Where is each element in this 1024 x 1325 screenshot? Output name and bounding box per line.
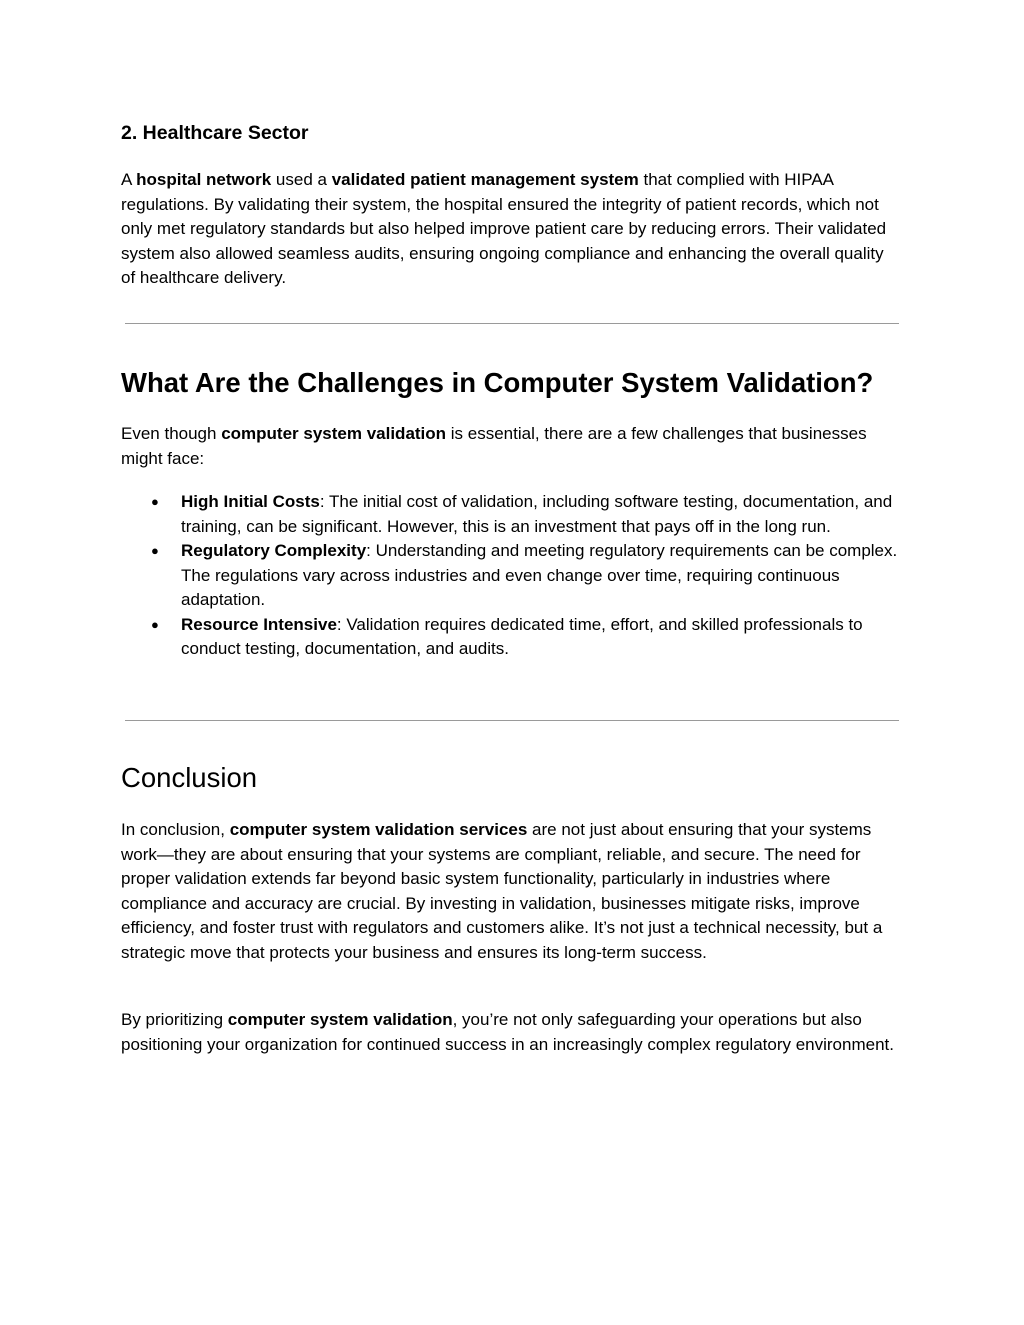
text-run: In conclusion,	[121, 820, 230, 839]
text-run: A	[121, 170, 137, 189]
conclusion-paragraph-1	[121, 818, 901, 965]
bold-text: computer system validation	[227, 1010, 453, 1029]
text-run: Even though	[121, 424, 222, 443]
healthcare-heading: 2. Healthcare Sector	[121, 122, 309, 144]
list-item	[121, 490, 901, 539]
horizontal-divider	[125, 720, 899, 721]
challenges-heading: What Are the Challenges in Computer System Validation?	[121, 367, 874, 398]
text-run: , you’re not only safeguarding your operations but also positioning your organization for continued success in an increasingly complex regulatory environment.	[121, 1010, 894, 1054]
challenges-intro	[121, 422, 901, 471]
bold-text: computer system validation services	[229, 820, 528, 839]
text-run: that complied with HIPAA regulations. By validating their system, the hospital ensured the integrity of patient records, which not only met regulatory standards but also helped improve patient care by reducing errors. Their validated system also allowed seamless audits, ensuring ongoing compliance and enhancing the overall quality of healthcare delivery.	[121, 170, 887, 287]
text-run: used a	[271, 170, 332, 189]
list-item-text: : Validation requires dedicated time, effort, and skilled professionals to conduct testing, documentation, and audits.	[181, 614, 863, 658]
bold-text: validated patient management system	[331, 170, 639, 189]
list-item	[121, 613, 901, 662]
bullet-icon: ●	[151, 616, 159, 632]
conclusion-heading: Conclusion	[121, 762, 258, 793]
horizontal-divider	[125, 323, 899, 324]
list-item-term: Resource Intensive	[181, 614, 337, 634]
bullet-icon: ●	[151, 543, 159, 558]
bold-text: hospital network	[136, 170, 272, 189]
healthcare-paragraph	[121, 168, 901, 291]
text-run: are not just about ensuring that your systems work—they are about ensuring that your systems are compliant, reliable, and secure. The need for proper validation extends far beyond basic system functionality, particularly in industries where compliance and accuracy are crucial. By investing in validation, businesses mitigate risks, improve efficiency, and foster trust with regulators and customers alike. It’s not just a technical necessity, but a strategic move that protects your business and ensures its long-term success.	[121, 820, 883, 962]
bold-text: computer system validation	[221, 424, 447, 443]
conclusion-paragraph-2	[121, 1008, 901, 1057]
challenges-list	[121, 490, 901, 662]
list-item-term: High Initial Costs	[181, 492, 320, 511]
text-run: is essential, there are a few challenges that businesses might face:	[121, 424, 867, 468]
list-item-text: : Understanding and meeting regulatory requirements can be complex. The regulations vary across industries and even change over time, requiring continuous adaptation.	[181, 541, 898, 609]
list-item-term: Regulatory Complexity	[181, 541, 367, 560]
list-item-text: : The initial cost of validation, including software testing, documentation, and training, can be significant. However, this is an investment that pays off in the long run.	[181, 492, 893, 536]
text-run: By prioritizing	[121, 1010, 228, 1029]
bullet-icon: ●	[151, 494, 159, 509]
list-item	[121, 539, 901, 613]
